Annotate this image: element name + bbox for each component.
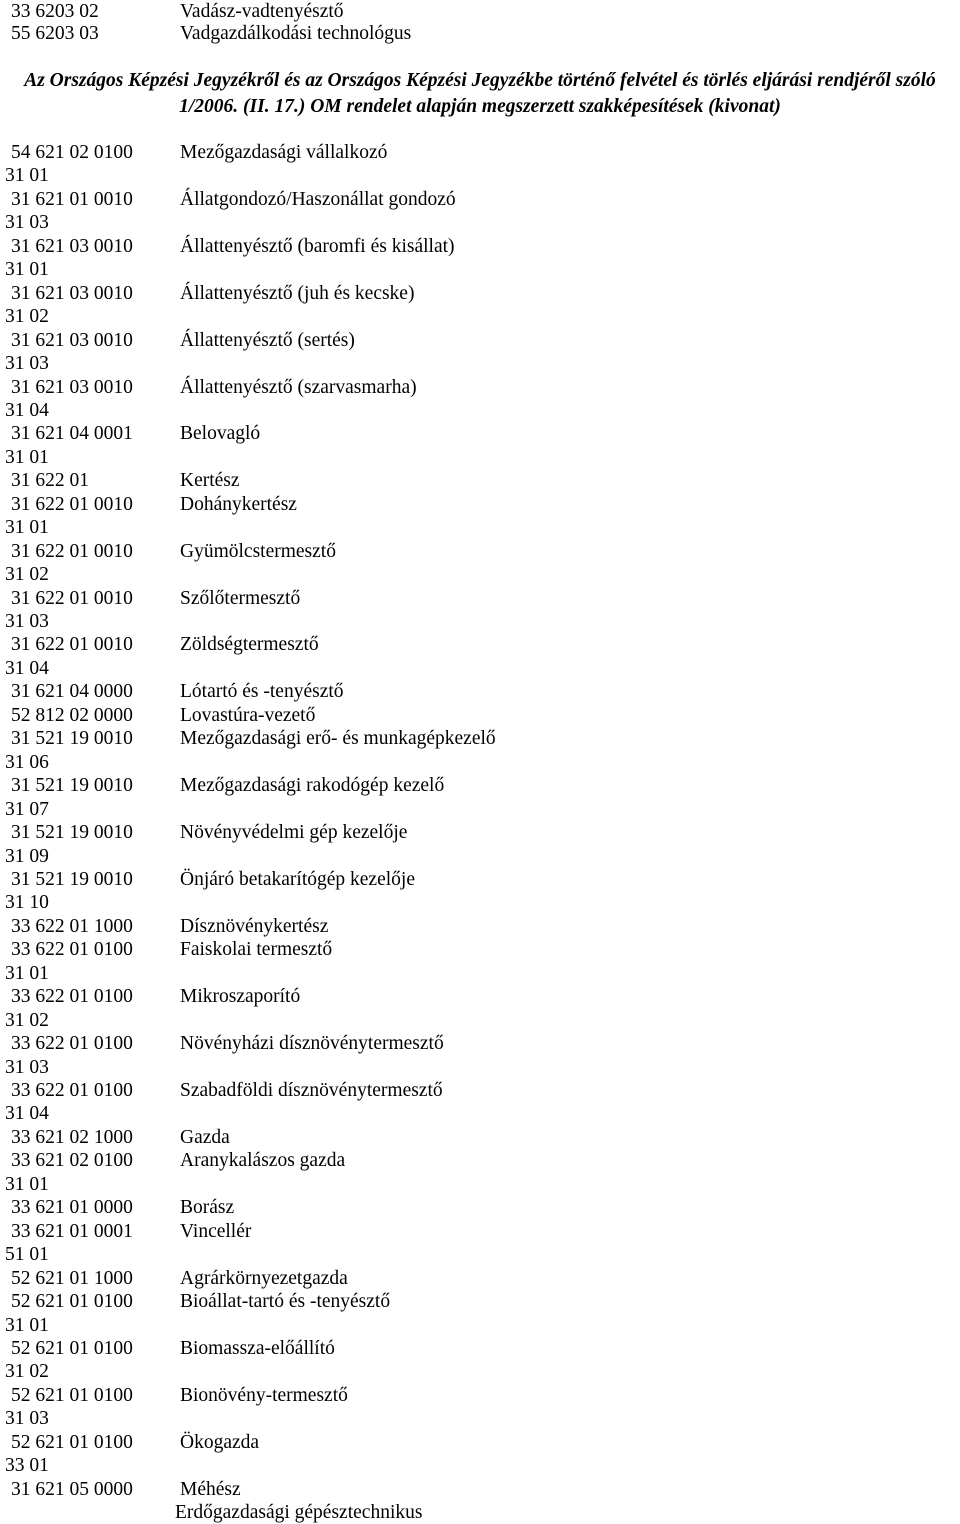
row-code: 31 621 01 0010 [11,189,133,210]
row-code: 52 621 01 0100 [11,1338,133,1359]
row-name: Mezőgazdasági erő- és munkagépkezelő [180,728,496,749]
row-code: 33 621 01 0001 [11,1221,133,1242]
row-name: Állattenyésztő (szarvasmarha) [180,377,417,398]
row-name: Vincellér [180,1221,252,1242]
row-code: 33 621 01 0000 [11,1197,133,1218]
row-code: 33 622 01 0100 [11,1080,133,1101]
row-name: Gyümölcstermesztő [180,541,336,562]
row-code: 31 01 [5,963,49,984]
row-code: 31 01 [5,447,49,468]
row-name: Mikroszaporító [180,986,301,1007]
row-name: Állattenyésztő (sertés) [180,330,355,351]
row-name: Dísznövénykertész [180,916,329,937]
row-code: 31 03 [5,353,49,374]
row-code: 31 621 03 0010 [11,236,133,257]
row-code: 52 621 01 1000 [11,1268,133,1289]
row-code: 31 621 05 0000 [11,1479,133,1500]
row-code: 52 621 01 0100 [11,1385,133,1406]
row-name: Bioállat-tartó és -tenyésztő [180,1291,391,1312]
row-code: 31 02 [5,1361,49,1382]
row-name: Biomassza-előállító [180,1338,335,1359]
row-name: Faiskolai termesztő [180,939,333,960]
row-code: 31 04 [5,1103,49,1124]
row-name: Önjáró betakarítógép kezelője [180,869,415,890]
row-code: 31 621 04 0000 [11,681,133,702]
intro-code-2: 55 6203 03 [11,23,99,44]
row-name: Lótartó és -tenyésztő [180,681,344,702]
row-code: 31 521 19 0010 [11,822,133,843]
row-code: 31 521 19 0010 [11,775,133,796]
row-code: 31 10 [5,892,49,913]
row-name: Állatgondozó/Haszonállat gondozó [180,189,456,210]
row-code: 33 621 02 0100 [11,1150,133,1171]
row-code: 31 622 01 0010 [11,541,133,562]
row-code: 33 622 01 0100 [11,986,133,1007]
row-name: Szabadföldi dísznövénytermesztő [180,1080,443,1101]
row-code: 31 03 [5,1408,49,1429]
row-code: 31 02 [5,306,49,327]
row-code: 33 622 01 0100 [11,1033,133,1054]
row-code: 52 621 01 0100 [11,1291,133,1312]
row-code: 31 04 [5,400,49,421]
row-code: 31 03 [5,212,49,233]
intro-name-1: Vadász-vadtenyésztő [180,1,344,22]
row-code: 33 01 [5,1455,49,1476]
row-code: 31 01 [5,1315,49,1336]
row-code: 31 621 04 0001 [11,423,133,444]
row-name: Lovastúra-vezető [180,705,316,726]
row-code: 31 622 01 0010 [11,494,133,515]
row-code: 31 07 [5,799,49,820]
row-name: Állattenyésztő (baromfi és kisállat) [180,236,455,257]
row-code: 31 521 19 0010 [11,869,133,890]
row-code: 31 01 [5,517,49,538]
row-code: 31 622 01 [11,470,89,491]
row-code: 31 521 19 0010 [11,728,133,749]
heading-line-1: Az Országos Képzési Jegyzékről és az Országos Képzési Jegyzékbe történő felvétel és törlés eljárási rendjéről szóló [24,70,936,91]
row-code: 31 04 [5,658,49,679]
row-code: 31 01 [5,259,49,280]
row-code: 31 621 03 0010 [11,377,133,398]
heading-line-2: 1/2006. (II. 17.) OM rendelet alapján megszerzett szakképesítések (kivonat) [179,96,781,117]
row-name: Növényvédelmi gép kezelője [180,822,408,843]
row-name: Borász [180,1197,235,1218]
row-code: 31 02 [5,564,49,585]
row-code: 51 01 [5,1244,49,1265]
row-code: 31 03 [5,1057,49,1078]
row-code: 31 01 [5,1174,49,1195]
row-name: Mezőgazdasági rakodógép kezelő [180,775,445,796]
row-name: Bionövény-termesztő [180,1385,348,1406]
intro-name-2: Vadgazdálkodási technológus [180,23,412,44]
row-code: 54 621 02 0100 [11,142,133,163]
row-name: Állattenyésztő (juh és kecske) [180,283,415,304]
row-name: Szőlőtermesztő [180,588,301,609]
trailing-name: Erdőgazdasági gépésztechnikus [175,1502,423,1523]
row-code: 31 621 03 0010 [11,283,133,304]
row-code: 31 622 01 0010 [11,588,133,609]
row-code: 31 01 [5,165,49,186]
intro-code-1: 33 6203 02 [11,1,99,22]
row-code: 52 621 01 0100 [11,1432,133,1453]
row-code: 33 622 01 0100 [11,939,133,960]
row-code: 31 02 [5,1010,49,1031]
row-code: 31 06 [5,752,49,773]
row-name: Dohánykertész [180,494,297,515]
row-code: 31 622 01 0010 [11,634,133,655]
row-name: Aranykalászos gazda [180,1150,346,1171]
row-name: Növényházi dísznövénytermesztő [180,1033,444,1054]
row-name: Kertész [180,470,240,491]
row-name: Ökogazda [180,1432,260,1453]
row-name: Mezőgazdasági vállalkozó [180,142,388,163]
row-code: 31 03 [5,611,49,632]
row-code: 31 09 [5,846,49,867]
row-code: 33 621 02 1000 [11,1127,133,1148]
row-code: 52 812 02 0000 [11,705,133,726]
row-name: Zöldségtermesztő [180,634,319,655]
row-name: Méhész [180,1479,241,1500]
row-name: Gazda [180,1127,230,1148]
row-code: 33 622 01 1000 [11,916,133,937]
row-name: Belovagló [180,423,261,444]
row-name: Agrárkörnyezetgazda [180,1268,348,1289]
row-code: 31 621 03 0010 [11,330,133,351]
